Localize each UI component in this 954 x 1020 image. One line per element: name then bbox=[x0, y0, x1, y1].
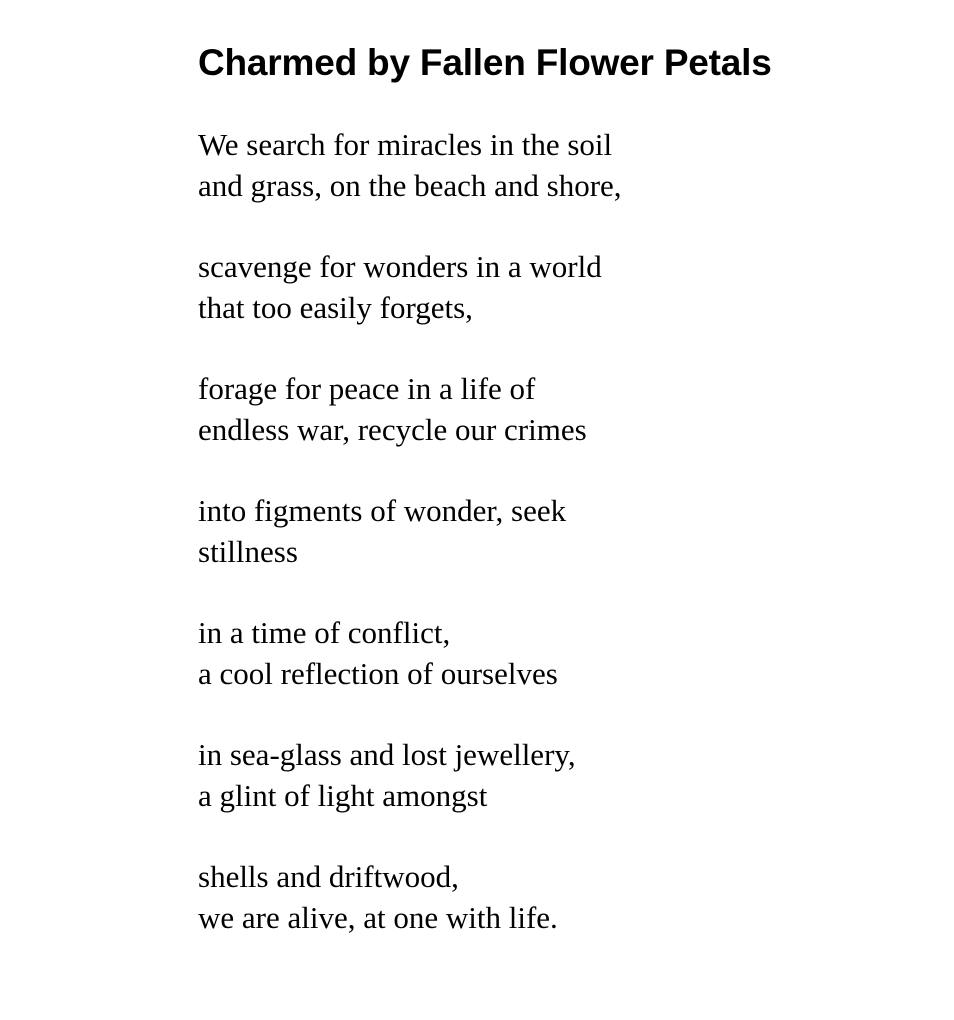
stanza-2 bbox=[198, 247, 938, 328]
poem-line: stillness bbox=[198, 533, 298, 569]
poem-line: we are alive, at one with life. bbox=[198, 899, 558, 935]
poem-line: a cool reflection of ourselves bbox=[198, 655, 558, 691]
poem-line: scavenge for wonders in a world bbox=[198, 249, 602, 284]
poem-line: shells and driftwood, bbox=[198, 859, 459, 894]
poem-line: in sea-glass and lost jewellery, bbox=[198, 737, 576, 772]
stanza-5 bbox=[198, 613, 938, 694]
poem-line: a glint of light amongst bbox=[198, 777, 488, 813]
poem-line: forage for peace in a life of bbox=[198, 371, 536, 406]
poem-line: We search for miracles in the soil bbox=[198, 127, 613, 162]
stanza-7 bbox=[198, 857, 938, 938]
poem-title: Charmed by Fallen Flower Petals bbox=[198, 42, 772, 83]
poem-line: into figments of wonder, seek bbox=[198, 493, 567, 528]
stanza-1 bbox=[198, 125, 938, 206]
stanza-3 bbox=[198, 369, 938, 450]
poem-body bbox=[198, 125, 938, 979]
stanza-4 bbox=[198, 491, 938, 572]
poem-line: and grass, on the beach and shore, bbox=[198, 167, 622, 203]
poem-line: in a time of conflict, bbox=[198, 615, 451, 650]
stanza-6 bbox=[198, 735, 938, 816]
poem-line: that too easily forgets, bbox=[198, 289, 473, 325]
poem-line: endless war, recycle our crimes bbox=[198, 411, 587, 447]
